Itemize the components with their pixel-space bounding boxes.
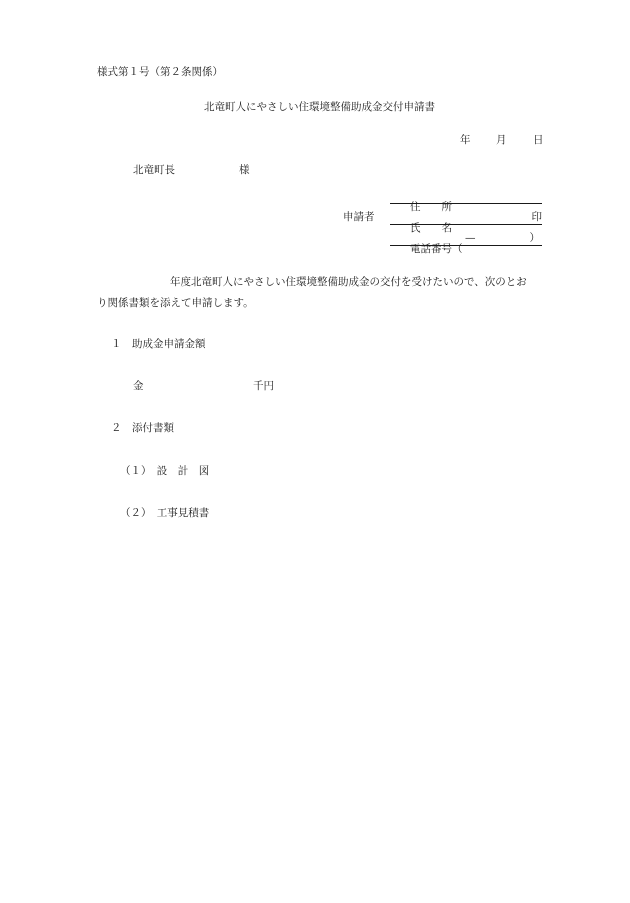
name-field[interactable]: [390, 211, 542, 234]
attachment-item-2: （２） 工事見積書: [120, 507, 210, 519]
date-year-label: 年: [460, 134, 471, 146]
body-line-1: 年度北竜町人にやさしい住環境整備助成金の交付を受けたいので、次のとお: [170, 276, 527, 288]
address-field[interactable]: [390, 191, 542, 213]
form-number: 様式第１号（第２条関係）: [97, 66, 223, 78]
phone-field[interactable]: [390, 232, 542, 255]
addressee-honorific: 様: [239, 164, 250, 176]
address-label: 住 所: [410, 200, 453, 213]
applicant-label: 申請者: [343, 211, 375, 223]
date-month-label: 月: [496, 134, 507, 146]
attachment-item-1: （１） 設 計 図: [120, 465, 210, 477]
phone-close: ）: [529, 232, 540, 244]
amount-prefix: 金: [133, 380, 144, 392]
amount-unit: 千円: [253, 380, 274, 392]
phone-dash: —: [465, 232, 476, 244]
body-line-2: り関係書類を添えて申請します。: [97, 297, 254, 309]
addressee-name: 北竜町長: [133, 164, 175, 176]
section-1-heading: １ 助成金申請金額: [111, 338, 206, 350]
date-day-label: 日: [533, 134, 544, 146]
section-2-heading: ２ 添付書類: [111, 422, 174, 434]
phone-label: 電話番号（: [410, 242, 463, 255]
form-title: 北竜町人にやさしい住環境整備助成金交付申請書: [204, 101, 435, 113]
seal-mark: 印: [531, 211, 542, 223]
name-label: 氏 名: [410, 221, 453, 234]
